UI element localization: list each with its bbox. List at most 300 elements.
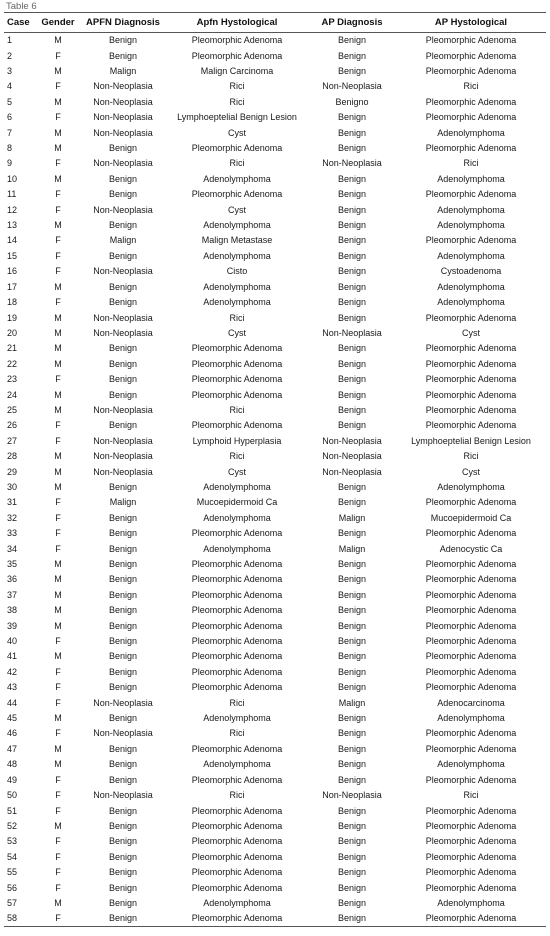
cell-apfn-diagnosis: Benign bbox=[108, 820, 138, 831]
cell-apfn-diagnosis: Benign bbox=[108, 897, 138, 908]
cell-case: 54 bbox=[7, 851, 18, 862]
cell-case: 33 bbox=[7, 528, 18, 539]
cell-ap-hystological: Pleomorphic Adenoma bbox=[425, 589, 517, 600]
table-row bbox=[4, 110, 546, 125]
cell-apfn-diagnosis: Benign bbox=[108, 620, 138, 631]
cell-gender: F bbox=[55, 543, 61, 554]
cell-gender: F bbox=[55, 374, 61, 385]
cell-apfn-diagnosis: Benign bbox=[108, 528, 138, 539]
cell-gender: F bbox=[55, 235, 61, 246]
cell-ap-hystological: Cystoadenoma bbox=[440, 266, 502, 277]
table-row bbox=[4, 772, 546, 787]
cell-apfn-hystological: Pleomorphic Adenoma bbox=[191, 343, 283, 354]
cell-ap-hystological: Pleomorphic Adenoma bbox=[425, 882, 517, 893]
table-row bbox=[4, 356, 546, 371]
cell-gender: M bbox=[54, 358, 62, 369]
cell-case: 30 bbox=[7, 481, 18, 492]
cell-apfn-diagnosis: Benign bbox=[108, 666, 138, 677]
cell-ap-diagnosis: Benign bbox=[337, 297, 367, 308]
cell-apfn-diagnosis: Non-Neoplasia bbox=[93, 127, 153, 138]
cell-apfn-diagnosis: Non-Neoplasia bbox=[93, 327, 153, 338]
table-row bbox=[4, 48, 546, 63]
cell-ap-hystological: Adenolymphoma bbox=[437, 127, 505, 138]
cell-apfn-diagnosis: Non-Neoplasia bbox=[93, 435, 153, 446]
table-row bbox=[4, 818, 546, 833]
table-row bbox=[4, 510, 546, 525]
cell-apfn-diagnosis: Non-Neoplasia bbox=[93, 112, 153, 123]
cell-ap-diagnosis: Benign bbox=[337, 112, 367, 123]
cell-case: 12 bbox=[7, 204, 18, 215]
cell-apfn-diagnosis: Non-Neoplasia bbox=[93, 158, 153, 169]
cell-apfn-hystological: Rici bbox=[229, 790, 245, 801]
cell-apfn-hystological: Rici bbox=[229, 81, 245, 92]
cell-ap-diagnosis: Benign bbox=[337, 481, 367, 492]
cell-case: 32 bbox=[7, 512, 18, 523]
cell-ap-diagnosis: Benigno bbox=[335, 96, 369, 107]
cell-ap-diagnosis: Benign bbox=[337, 574, 367, 585]
cell-apfn-hystological: Pleomorphic Adenoma bbox=[166, 911, 308, 926]
cell-apfn-diagnosis: Benign bbox=[108, 297, 138, 308]
table-row bbox=[4, 834, 546, 849]
cell-apfn-diagnosis: Malign bbox=[109, 235, 137, 246]
table-row bbox=[4, 125, 546, 140]
cell-ap-hystological: Pleomorphic Adenoma bbox=[425, 404, 517, 415]
cell-ap-hystological: Pleomorphic Adenoma bbox=[425, 774, 517, 785]
cell-gender: M bbox=[54, 66, 62, 77]
cell-case: 10 bbox=[7, 173, 18, 184]
cell-gender: F bbox=[55, 528, 61, 539]
cell-case: 41 bbox=[7, 651, 18, 662]
table-row bbox=[4, 310, 546, 325]
cell-apfn-hystological: Pleomorphic Adenoma bbox=[191, 528, 283, 539]
cell-gender: F bbox=[55, 636, 61, 647]
cell-apfn-hystological: Rici bbox=[229, 158, 245, 169]
cell-gender: M bbox=[54, 343, 62, 354]
cell-apfn-diagnosis: Benign bbox=[108, 867, 138, 878]
cell-ap-diagnosis: Benign bbox=[337, 204, 367, 215]
cell-apfn-diagnosis: Benign bbox=[108, 759, 138, 770]
cell-apfn-diagnosis: Benign bbox=[108, 882, 138, 893]
table-row bbox=[4, 556, 546, 571]
cell-gender: M bbox=[54, 651, 62, 662]
table-row bbox=[4, 187, 546, 202]
cell-apfn-diagnosis: Benign bbox=[108, 774, 138, 785]
cell-ap-diagnosis: Benign bbox=[337, 682, 367, 693]
cell-case: 49 bbox=[7, 774, 18, 785]
cell-ap-hystological: Adenolymphoma bbox=[437, 713, 505, 724]
cell-apfn-diagnosis: Malign bbox=[109, 497, 137, 508]
cell-ap-diagnosis: Non-Neoplasia bbox=[322, 158, 382, 169]
cell-apfn-diagnosis: Benign bbox=[108, 605, 138, 616]
cell-case: 16 bbox=[7, 266, 18, 277]
table-row bbox=[4, 156, 546, 171]
table-body bbox=[4, 33, 546, 927]
cell-ap-diagnosis: Benign bbox=[337, 66, 367, 77]
table-row bbox=[4, 387, 546, 402]
header-row bbox=[4, 13, 546, 33]
table-row bbox=[4, 710, 546, 725]
cell-apfn-hystological: Pleomorphic Adenoma bbox=[191, 636, 283, 647]
table-row bbox=[4, 325, 546, 340]
cell-case: 38 bbox=[7, 605, 18, 616]
cell-ap-diagnosis: Benign bbox=[337, 805, 367, 816]
table-row bbox=[4, 880, 546, 895]
cell-case: 2 bbox=[7, 50, 13, 61]
cell-ap-hystological: Adenolymphoma bbox=[437, 481, 505, 492]
cell-ap-diagnosis: Benign bbox=[337, 636, 367, 647]
cell-gender: M bbox=[54, 897, 62, 908]
cell-apfn-hystological: Rici bbox=[229, 404, 245, 415]
cell-apfn-hystological: Pleomorphic Adenoma bbox=[191, 143, 283, 154]
cell-apfn-hystological: Adenolymphoma bbox=[203, 481, 271, 492]
cell-gender: M bbox=[54, 143, 62, 154]
cell-apfn-hystological: Pleomorphic Adenoma bbox=[191, 389, 283, 400]
cell-apfn-diagnosis: Benign bbox=[108, 713, 138, 724]
cell-case: 48 bbox=[7, 759, 18, 770]
cell-apfn-diagnosis: Benign bbox=[108, 481, 138, 492]
cell-apfn-diagnosis: Non-Neoplasia bbox=[93, 451, 153, 462]
cell-ap-hystological: Adenolymphoma bbox=[437, 297, 505, 308]
cell-ap-diagnosis: Non-Neoplasia bbox=[322, 466, 382, 477]
table-row bbox=[4, 695, 546, 710]
cell-ap-diagnosis: Benign bbox=[337, 774, 367, 785]
cell-apfn-diagnosis: Benign bbox=[108, 250, 138, 261]
cell-ap-hystological: Adenolymphoma bbox=[437, 250, 505, 261]
cell-ap-hystological: Adenolymphoma bbox=[437, 897, 505, 908]
cell-apfn-hystological: Pleomorphic Adenoma bbox=[191, 851, 283, 862]
cell-gender: M bbox=[54, 743, 62, 754]
cell-case: 7 bbox=[7, 127, 13, 138]
cell-gender: M bbox=[54, 127, 62, 138]
cell-case: 58 bbox=[4, 911, 36, 926]
cell-ap-diagnosis: Benign bbox=[337, 497, 367, 508]
table-row bbox=[4, 587, 546, 602]
cell-apfn-diagnosis: Benign bbox=[108, 559, 138, 570]
cell-apfn-hystological: Pleomorphic Adenoma bbox=[191, 574, 283, 585]
cell-gender: F bbox=[55, 189, 61, 200]
cell-apfn-hystological: Pleomorphic Adenoma bbox=[191, 605, 283, 616]
table-row bbox=[4, 79, 546, 94]
cell-ap-hystological: Adenocarcinoma bbox=[437, 697, 505, 708]
cell-ap-hystological: Lymphoeptelial Benign Lesion bbox=[411, 435, 531, 446]
cell-ap-diagnosis: Benign bbox=[337, 651, 367, 662]
cell-apfn-diagnosis: Non-Neoplasia bbox=[93, 790, 153, 801]
cell-gender: M bbox=[54, 327, 62, 338]
cell-ap-hystological: Pleomorphic Adenoma bbox=[425, 805, 517, 816]
cell-apfn-hystological: Pleomorphic Adenoma bbox=[191, 805, 283, 816]
cell-ap-diagnosis: Benign bbox=[337, 728, 367, 739]
cell-apfn-hystological: Pleomorphic Adenoma bbox=[191, 666, 283, 677]
cell-apfn-hystological: Lymphoid Hyperplasia bbox=[192, 435, 282, 446]
cell-case: 23 bbox=[7, 374, 18, 385]
cell-apfn-hystological: Pleomorphic Adenoma bbox=[191, 620, 283, 631]
cell-apfn-diagnosis: Malign bbox=[109, 66, 137, 77]
cell-case: 28 bbox=[7, 451, 18, 462]
cell-ap-diagnosis: Non-Neoplasia bbox=[322, 81, 382, 92]
cell-gender: F bbox=[55, 851, 61, 862]
cell-ap-diagnosis: Benign bbox=[337, 127, 367, 138]
cell-case: 53 bbox=[7, 836, 18, 847]
cell-case: 55 bbox=[7, 867, 18, 878]
cell-ap-hystological: Pleomorphic Adenoma bbox=[425, 528, 517, 539]
cell-apfn-diagnosis: Benign bbox=[108, 420, 138, 431]
cell-ap-diagnosis: Benign bbox=[308, 911, 396, 926]
cell-case: 52 bbox=[7, 820, 18, 831]
cell-gender: M bbox=[54, 281, 62, 292]
cell-apfn-hystological: Mucoepidermoid Ca bbox=[196, 497, 278, 508]
header-apfn-diagnosis: APFN Diagnosis bbox=[80, 13, 166, 33]
cell-case: 36 bbox=[7, 574, 18, 585]
cell-gender: M bbox=[54, 173, 62, 184]
table-row bbox=[4, 572, 546, 587]
cell-gender: M bbox=[54, 312, 62, 323]
cell-gender: F bbox=[55, 497, 61, 508]
table-row bbox=[4, 402, 546, 417]
table-row bbox=[4, 864, 546, 879]
cell-apfn-hystological: Pleomorphic Adenoma bbox=[191, 420, 283, 431]
cell-ap-hystological: Pleomorphic Adenoma bbox=[425, 112, 517, 123]
table-row bbox=[4, 171, 546, 186]
cell-case: 18 bbox=[7, 297, 18, 308]
cell-apfn-hystological: Cyst bbox=[228, 204, 246, 215]
cell-case: 21 bbox=[7, 343, 18, 354]
cell-apfn-hystological: Adenolymphoma bbox=[203, 250, 271, 261]
cell-gender: F bbox=[55, 420, 61, 431]
cell-ap-diagnosis: Non-Neoplasia bbox=[322, 435, 382, 446]
cell-apfn-diagnosis: Benign bbox=[108, 220, 138, 231]
cell-ap-diagnosis: Non-Neoplasia bbox=[322, 790, 382, 801]
cell-case: 37 bbox=[7, 589, 18, 600]
table-row bbox=[4, 94, 546, 109]
cell-gender: M bbox=[54, 574, 62, 585]
cell-case: 27 bbox=[7, 435, 18, 446]
cell-ap-hystological: Pleomorphic Adenoma bbox=[425, 559, 517, 570]
cell-apfn-hystological: Lymphoeptelial Benign Lesion bbox=[177, 112, 297, 123]
cell-ap-hystological: Adenolymphoma bbox=[437, 220, 505, 231]
cell-ap-hystological: Pleomorphic Adenoma bbox=[425, 420, 517, 431]
cell-case: 9 bbox=[7, 158, 13, 169]
cell-ap-hystological: Pleomorphic Adenoma bbox=[425, 605, 517, 616]
cell-ap-diagnosis: Benign bbox=[337, 620, 367, 631]
table-row bbox=[4, 33, 546, 48]
cell-ap-diagnosis: Benign bbox=[337, 281, 367, 292]
cell-ap-hystological: Pleomorphic Adenoma bbox=[425, 312, 517, 323]
cell-ap-hystological: Pleomorphic Adenoma bbox=[425, 189, 517, 200]
cell-case: 50 bbox=[7, 790, 18, 801]
cell-gender: F bbox=[55, 266, 61, 277]
cell-ap-hystological: Mucoepidermoid Ca bbox=[430, 512, 512, 523]
cell-apfn-hystological: Pleomorphic Adenoma bbox=[191, 50, 283, 61]
cell-gender: M bbox=[54, 451, 62, 462]
cell-case: 5 bbox=[7, 96, 13, 107]
table-row bbox=[4, 279, 546, 294]
table-row bbox=[4, 649, 546, 664]
cell-case: 40 bbox=[7, 636, 18, 647]
cell-apfn-diagnosis: Benign bbox=[108, 651, 138, 662]
cell-ap-diagnosis: Non-Neoplasia bbox=[322, 327, 382, 338]
cell-apfn-hystological: Adenolymphoma bbox=[203, 220, 271, 231]
cell-apfn-diagnosis: Benign bbox=[108, 851, 138, 862]
cell-apfn-diagnosis: Benign bbox=[108, 682, 138, 693]
cell-apfn-diagnosis: Benign bbox=[108, 743, 138, 754]
cell-ap-diagnosis: Benign bbox=[337, 867, 367, 878]
cell-apfn-diagnosis: Benign bbox=[108, 35, 138, 46]
cell-apfn-diagnosis: Benign bbox=[108, 805, 138, 816]
cell-apfn-hystological: Cyst bbox=[228, 327, 246, 338]
cell-ap-hystological: Pleomorphic Adenoma bbox=[425, 651, 517, 662]
cell-ap-hystological: Pleomorphic Adenoma bbox=[425, 143, 517, 154]
cell-case: 34 bbox=[7, 543, 18, 554]
cell-gender: M bbox=[54, 35, 62, 46]
cell-ap-diagnosis: Benign bbox=[337, 759, 367, 770]
cell-apfn-hystological: Adenolymphoma bbox=[203, 512, 271, 523]
cell-apfn-hystological: Pleomorphic Adenoma bbox=[191, 774, 283, 785]
header-ap-diagnosis: AP Diagnosis bbox=[308, 13, 396, 33]
cell-apfn-hystological: Cyst bbox=[228, 466, 246, 477]
cell-ap-hystological: Pleomorphic Adenoma bbox=[425, 358, 517, 369]
table-row bbox=[4, 248, 546, 263]
cell-ap-diagnosis: Benign bbox=[337, 420, 367, 431]
cell-case: 17 bbox=[7, 281, 18, 292]
cell-gender: F bbox=[55, 250, 61, 261]
cell-ap-diagnosis: Benign bbox=[337, 173, 367, 184]
cell-apfn-hystological: Pleomorphic Adenoma bbox=[191, 189, 283, 200]
cell-ap-hystological: Pleomorphic Adenoma bbox=[396, 911, 546, 926]
cell-apfn-hystological: Cyst bbox=[228, 127, 246, 138]
cell-ap-diagnosis: Benign bbox=[337, 851, 367, 862]
table-row bbox=[4, 140, 546, 155]
cell-apfn-diagnosis: Benign bbox=[108, 636, 138, 647]
cell-apfn-hystological: Malign Metastase bbox=[201, 235, 273, 246]
cell-ap-hystological: Pleomorphic Adenoma bbox=[425, 35, 517, 46]
cell-gender: F bbox=[55, 774, 61, 785]
cell-apfn-hystological: Pleomorphic Adenoma bbox=[191, 35, 283, 46]
cell-apfn-diagnosis: Non-Neoplasia bbox=[93, 204, 153, 215]
cell-ap-diagnosis: Benign bbox=[337, 343, 367, 354]
cell-apfn-hystological: Rici bbox=[229, 451, 245, 462]
table-row bbox=[4, 418, 546, 433]
cell-ap-hystological: Cyst bbox=[462, 327, 480, 338]
table-row bbox=[4, 448, 546, 463]
cell-ap-hystological: Cyst bbox=[462, 466, 480, 477]
cell-gender: M bbox=[54, 389, 62, 400]
cell-case: 14 bbox=[7, 235, 18, 246]
cell-case: 24 bbox=[7, 389, 18, 400]
cell-ap-hystological: Rici bbox=[463, 790, 479, 801]
cell-case: 51 bbox=[7, 805, 18, 816]
cell-ap-hystological: Pleomorphic Adenoma bbox=[425, 574, 517, 585]
cell-gender: F bbox=[55, 682, 61, 693]
cell-ap-hystological: Rici bbox=[463, 81, 479, 92]
table-row bbox=[4, 803, 546, 818]
cell-ap-hystological: Rici bbox=[463, 158, 479, 169]
cell-ap-diagnosis: Benign bbox=[337, 389, 367, 400]
cell-case: 6 bbox=[7, 112, 13, 123]
cell-apfn-diagnosis: Benign bbox=[108, 574, 138, 585]
cell-case: 4 bbox=[7, 81, 13, 92]
cell-ap-diagnosis: Benign bbox=[337, 713, 367, 724]
cell-apfn-diagnosis: Non-Neoplasia bbox=[93, 96, 153, 107]
cell-ap-hystological: Pleomorphic Adenoma bbox=[425, 820, 517, 831]
cell-ap-diagnosis: Benign bbox=[337, 897, 367, 908]
cell-ap-diagnosis: Benign bbox=[337, 250, 367, 261]
table-row bbox=[4, 233, 546, 248]
cell-ap-diagnosis: Benign bbox=[337, 266, 367, 277]
cell-case: 22 bbox=[7, 358, 18, 369]
cell-case: 39 bbox=[7, 620, 18, 631]
cell-ap-diagnosis: Benign bbox=[337, 605, 367, 616]
cell-case: 8 bbox=[7, 143, 13, 154]
cell-apfn-diagnosis: Benign bbox=[108, 50, 138, 61]
cell-apfn-diagnosis: Benign bbox=[108, 143, 138, 154]
cell-apfn-hystological: Cisto bbox=[226, 266, 248, 277]
cell-ap-diagnosis: Non-Neoplasia bbox=[322, 451, 382, 462]
cell-apfn-hystological: Adenolymphoma bbox=[203, 173, 271, 184]
table-row bbox=[4, 495, 546, 510]
cell-apfn-diagnosis: Non-Neoplasia bbox=[93, 81, 153, 92]
cell-gender: M bbox=[54, 759, 62, 770]
cell-case: 57 bbox=[7, 897, 18, 908]
cell-gender: F bbox=[55, 697, 61, 708]
cell-apfn-hystological: Pleomorphic Adenoma bbox=[191, 559, 283, 570]
cell-gender: F bbox=[55, 728, 61, 739]
table-row bbox=[4, 603, 546, 618]
cell-ap-diagnosis: Benign bbox=[337, 666, 367, 677]
table-row bbox=[4, 787, 546, 802]
cell-apfn-hystological: Adenolymphoma bbox=[203, 297, 271, 308]
cell-apfn-diagnosis: Benign bbox=[108, 173, 138, 184]
header-apfn-hystological: Apfn Hystological bbox=[166, 13, 308, 33]
cell-apfn-diagnosis: Benign bbox=[108, 374, 138, 385]
cell-ap-diagnosis: Benign bbox=[337, 820, 367, 831]
cell-gender: F bbox=[55, 512, 61, 523]
cell-ap-diagnosis: Benign bbox=[337, 743, 367, 754]
cell-case: 15 bbox=[7, 250, 18, 261]
cell-ap-diagnosis: Benign bbox=[337, 235, 367, 246]
cell-apfn-hystological: Adenolymphoma bbox=[203, 713, 271, 724]
cell-ap-hystological: Adenolymphoma bbox=[437, 759, 505, 770]
cell-ap-diagnosis: Benign bbox=[337, 312, 367, 323]
cell-apfn-hystological: Rici bbox=[229, 697, 245, 708]
cell-gender: M bbox=[54, 820, 62, 831]
cell-gender: M bbox=[54, 605, 62, 616]
cell-ap-diagnosis: Benign bbox=[337, 374, 367, 385]
table-row bbox=[4, 464, 546, 479]
cell-ap-hystological: Pleomorphic Adenoma bbox=[425, 497, 517, 508]
cell-apfn-hystological: Adenolymphoma bbox=[203, 897, 271, 908]
table-row bbox=[4, 264, 546, 279]
cell-ap-hystological: Pleomorphic Adenoma bbox=[425, 836, 517, 847]
cell-ap-hystological: Pleomorphic Adenoma bbox=[425, 743, 517, 754]
table-caption: Table 6 bbox=[6, 1, 37, 12]
cell-ap-diagnosis: Benign bbox=[337, 404, 367, 415]
cell-case: 13 bbox=[7, 220, 18, 231]
table-row bbox=[4, 726, 546, 741]
cell-apfn-diagnosis: Benign bbox=[108, 512, 138, 523]
cell-ap-diagnosis: Benign bbox=[337, 220, 367, 231]
cell-ap-diagnosis: Benign bbox=[337, 528, 367, 539]
cell-apfn-hystological: Adenolymphoma bbox=[203, 543, 271, 554]
cell-gender: M bbox=[54, 404, 62, 415]
cell-apfn-hystological: Adenolymphoma bbox=[203, 759, 271, 770]
cell-ap-hystological: Pleomorphic Adenoma bbox=[425, 343, 517, 354]
cell-ap-diagnosis: Benign bbox=[337, 882, 367, 893]
cell-gender: M bbox=[54, 589, 62, 600]
cell-gender: F bbox=[55, 435, 61, 446]
cell-ap-diagnosis: Benign bbox=[337, 50, 367, 61]
cell-gender: F bbox=[55, 81, 61, 92]
cell-apfn-hystological: Pleomorphic Adenoma bbox=[191, 820, 283, 831]
